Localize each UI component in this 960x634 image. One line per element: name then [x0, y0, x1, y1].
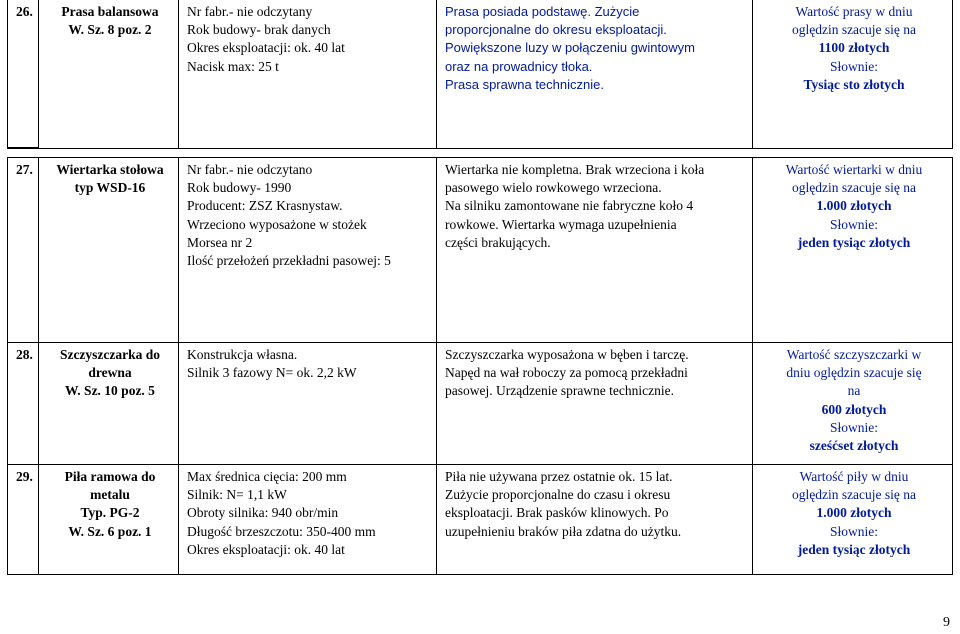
- inventory-table: [7, 0, 953, 575]
- machine-name: Piła ramowa do metalu Typ. PG-2 W. Sz. 6 poz. 1: [39, 465, 179, 575]
- machine-specs: Nr fabr.- nie odczytano Rok budowy- 1990 Producent: ZSZ Krasnystaw. Wrzeciono wyposażone w stożek Morsea nr 2 Ilość przełożeń przekładni pasowej: 5: [179, 158, 437, 343]
- table-row: [8, 158, 953, 343]
- machine-name: Prasa balansowa W. Sz. 8 poz. 2: [39, 0, 179, 148]
- machine-valuation: Wartość szczyszczarki w dniu oględzin szacuje się na 600 złotych Słownie: sześćset złotych: [753, 343, 953, 465]
- machine-name: Szczyszczarka do drewna W. Sz. 10 poz. 5: [39, 343, 179, 465]
- row-number: 26.: [8, 0, 39, 148]
- machine-specs: Max średnica cięcia: 200 mm Silnik: N= 1,1 kW Obroty silnika: 940 obr/min Długość brzeszczotu: 350-400 mm Okres eksploatacji: ok. 40 lat: [179, 465, 437, 575]
- row-number: 27.: [8, 158, 39, 343]
- machine-valuation: Wartość piły w dniu oględzin szacuje się na 1.000 złotych Słownie: jeden tysiąc złotych: [753, 465, 953, 575]
- machine-condition: Prasa posiada podstawę. Zużycie proporcjonalne do okresu eksploatacji. Powiększone luzy w połączeniu gwintowym oraz na prowadnicy tłoka. Prasa sprawna technicznie.: [437, 0, 753, 148]
- machine-valuation: Wartość prasy w dniu oględzin szacuje się na 1100 złotych Słownie: Tysiąc sto złotych: [753, 0, 953, 148]
- row-number: 29.: [8, 465, 39, 575]
- machine-specs: Konstrukcja własna. Silnik 3 fazowy N= ok. 2,2 kW: [179, 343, 437, 465]
- row-number: 28.: [8, 343, 39, 465]
- machine-condition: Wiertarka nie kompletna. Brak wrzeciona i koła pasowego wielo rowkowego wrzeciona. Na silniku zamontowane nie fabryczne koło 4 rowkowe. Wiertarka wymaga uzupełnienia części brakujących.: [437, 158, 753, 343]
- machine-condition: Szczyszczarka wyposażona w bęben i tarczę. Napęd na wał roboczy za pomocą przekładni pasowej. Urządzenie sprawne technicznie.: [437, 343, 753, 465]
- page-number: 9: [943, 615, 950, 630]
- machine-specs: Nr fabr.- nie odczytany Rok budowy- brak danych Okres eksploatacji: ok. 40 lat Nacisk max: 25 t: [179, 0, 437, 148]
- table-row: [8, 343, 953, 465]
- table-row: [8, 0, 953, 148]
- machine-name: Wiertarka stołowa typ WSD-16: [39, 158, 179, 343]
- machine-condition: Piła nie używana przez ostatnie ok. 15 lat. Zużycie proporcjonalne do czasu i okresu eksploatacji. Brak pasków klinowych. Po uzupełnieniu braków piła zdatna do użytku.: [437, 465, 753, 575]
- machine-valuation: Wartość wiertarki w dniu oględzin szacuje się na 1.000 złotych Słownie: jeden tysiąc złotych: [753, 158, 953, 343]
- table-row: [8, 465, 953, 575]
